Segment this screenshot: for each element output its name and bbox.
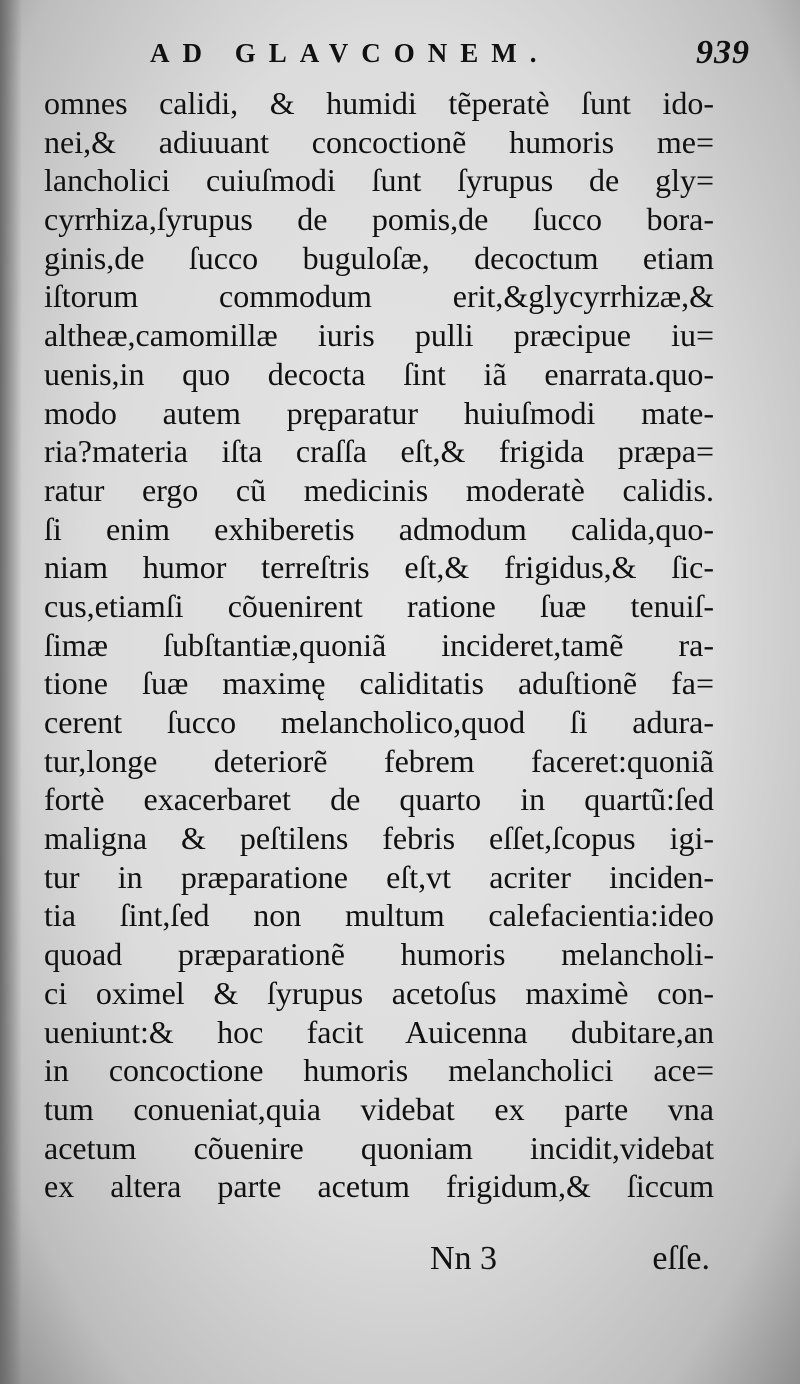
text-line: ueniunt:& hoc facit Auicenna dubitare,an xyxy=(44,1013,714,1050)
text-line: in concoctione humoris melancholici ace= xyxy=(44,1052,714,1089)
text-line: tione ſuæ maximę caliditatis aduſtionẽ fa= xyxy=(44,665,714,702)
text-line: omnes calidi, & humidi tẽperatè ſunt ido- xyxy=(44,85,714,121)
text-line: altheæ,camomillæ iuris pulli præcipue iu= xyxy=(44,317,714,354)
body-text xyxy=(44,84,714,1206)
running-head: AD GLAVCONEM. xyxy=(150,38,550,68)
text-line: quoad præparationẽ humoris melancholi- xyxy=(44,936,714,973)
text-line: tum conueniat,quia videbat ex parte vna xyxy=(44,1090,714,1127)
text-line: ſi enim exhiberetis admodum calida,quo- xyxy=(44,510,714,547)
text-line: lancholici cuiuſmodi ſunt ſyrupus de gly= xyxy=(44,162,714,199)
text-line: cerent ſucco melancholico,quod ſi adura- xyxy=(44,704,714,740)
text-line: tia ſint,ſed non multum calefacientia:ideo xyxy=(44,897,714,934)
text-line: maligna & peſtilens febris eſſet,ſcopus igi- xyxy=(44,820,714,857)
text-line: nei,& adiuuant concoctionẽ humoris me= xyxy=(44,123,714,160)
gutter-shadow xyxy=(0,0,22,1384)
catchword: eſſe. xyxy=(652,1240,710,1277)
page-number: 939 xyxy=(696,34,750,71)
text-line: cus,etiamſi cõuenirent ratione ſuæ tenuiſ- xyxy=(44,587,714,624)
text-line: uenis,in quo decocta ſint iã enarrata.quo- xyxy=(44,355,714,392)
page-footer xyxy=(420,1240,710,1290)
page-header xyxy=(150,34,750,88)
text-line: modo autem pręparatur huiuſmodi mate- xyxy=(44,394,714,431)
text-line: tur in præparatione eſt,vt acriter inciden- xyxy=(44,858,714,895)
text-line: acetum cõuenire quoniam incidit,videbat xyxy=(44,1129,714,1166)
text-line: tur,longe deteriorẽ febrem faceret:quoniã xyxy=(44,742,714,779)
text-line: ratur ergo cũ medicinis moderatè calidis. xyxy=(44,471,714,508)
text-line: fortè exacerbaret de quarto in quartũ:ſed xyxy=(44,781,714,818)
text-line: iſtorum commodum erit,&glycyrrhizæ,& xyxy=(44,278,714,315)
text-line: ginis,de ſucco buguloſæ, decoctum etiam xyxy=(44,239,714,276)
text-line: ci oximel & ſyrupus acetoſus maximè con- xyxy=(44,974,714,1011)
signature-mark: Nn 3 xyxy=(430,1240,498,1277)
text-line: ria?materia iſta craſſa eſt,& frigida præpa= xyxy=(44,433,714,470)
text-line: niam humor terreſtris eſt,& frigidus,& ſic- xyxy=(44,549,714,586)
text-line: cyrrhiza,ſyrupus de pomis,de ſucco bora- xyxy=(44,201,714,238)
text-line: ex altera parte acetum frigidum,& ſiccum xyxy=(44,1168,714,1205)
text-line: ſimæ ſubſtantiæ,quoniã incideret,tamẽ ra- xyxy=(44,626,714,663)
